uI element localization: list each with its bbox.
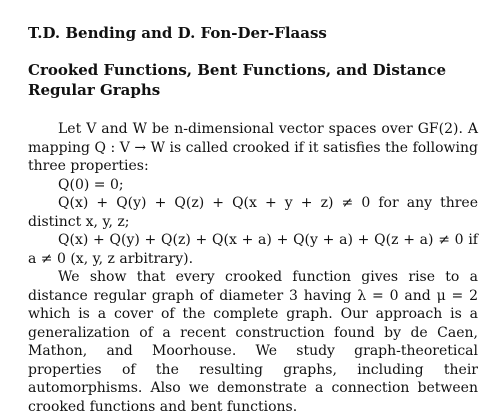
abstract-intro: Let V and W be n-dimensional vector spaces over GF(2). A mapping Q : V → W is called crooked if it satisfies the following three properties: xyxy=(28,121,478,174)
property-1: Q(0) = 0; xyxy=(58,176,124,193)
authors: T.D. Bending and D. Fon-Der-Flaass xyxy=(28,24,327,42)
paper-page xyxy=(28,24,478,416)
property-3: Q(x) + Q(y) + Q(z) + Q(x + a) + Q(y + a) + Q(z + a) ≠ 0 if a ≠ 0 (x, y, z arbitrary). xyxy=(28,232,478,267)
abstract xyxy=(28,120,478,416)
paper-title: Crooked Functions, Bent Functions, and Distance Regular Graphs xyxy=(28,61,447,99)
property-2: Q(x) + Q(y) + Q(z) + Q(x + y + z) ≠ 0 for any three distinct x, y, z; xyxy=(28,195,478,230)
abstract-body: We show that every crooked function gives rise to a distance regular graph of diameter 3 having λ = 0 and μ = 2 which is a cover of the complete graph. Our approach is a generalization of a recent construction found by de Caen, Mathon, and Moorhouse. We study graph-theoretical properties of the resulting graphs, including their automorphisms. Also we demonstrate a connection between crooked functions and bent functions. xyxy=(28,269,478,415)
